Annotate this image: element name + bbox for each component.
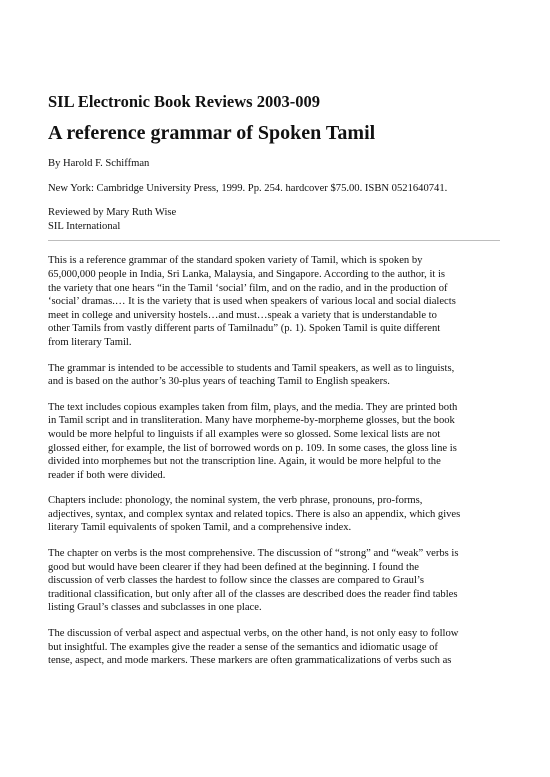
text-line: and is based on the author’s 30-plus years of teaching Tamil to English speakers.: [48, 376, 390, 388]
reviewer-name: Reviewed by Mary Ruth Wise: [48, 207, 177, 219]
paragraph-2: [48, 362, 500, 389]
series-title: SIL Electronic Book Reviews 2003-009: [48, 92, 320, 111]
text-line: tense, aspect, and mode markers. These markers are often grammaticalizations of verbs such as: [48, 655, 452, 667]
publication-line: New York: Cambridge University Press, 1999. Pp. 254. hardcover $75.00. ISBN 0521640741.: [48, 182, 448, 194]
text-line: The text includes copious examples taken from film, plays, and the media. They are printed both: [48, 401, 458, 413]
text-line: The discussion of verbal aspect and aspectual verbs, on the other hand, is not only easy to follow: [48, 628, 459, 640]
text-line: glossed either, for example, the list of borrowed words on p. 109. In some cases, the gloss line is: [48, 442, 457, 454]
paragraph-5: [48, 547, 500, 615]
text-line: good but would have been clearer if they had been defined at the beginning. I found the: [48, 561, 419, 573]
paragraph-6: [48, 627, 500, 668]
paragraph-4: [48, 494, 500, 535]
text-line: from literary Tamil.: [48, 336, 132, 348]
text-line: divided into morphemes but not the transcription line. Again, it would be more helpful to the: [48, 456, 441, 468]
text-line: ‘social’ dramas.… It is the variety that is used when speakers of various local and social dialects: [48, 296, 456, 308]
author-line: By Harold F. Schiffman: [48, 158, 150, 169]
paragraph-1: [48, 254, 500, 349]
text-line: 65,000,000 people in India, Sri Lanka, Malaysia, and Singapore. According to the author, it is: [48, 268, 446, 280]
text-line: literary Tamil equivalents of spoken Tamil, and a comprehensive index.: [48, 522, 352, 534]
text-line: Chapters include: phonology, the nominal system, the verb phrase, pronouns, pro-forms,: [48, 495, 423, 507]
text-line: This is a reference grammar of the standard spoken variety of Tamil, which is spoken by: [48, 255, 423, 267]
text-line: The chapter on verbs is the most comprehensive. The discussion of “strong” and “weak” verbs is: [48, 548, 459, 560]
reviewer-org: SIL International: [48, 220, 121, 232]
reviewer-block: [48, 206, 500, 233]
text-line: the variety that one hears “in the Tamil ‘social’ film, and on the radio, and in the production of: [48, 282, 448, 294]
review-body: [48, 254, 500, 667]
text-line: other Tamils from vastly different parts of Tamilnadu” (p. 1). Spoken Tamil is quite different: [48, 323, 441, 335]
text-line: The grammar is intended to be accessible to students and Tamil speakers, as well as to linguists,: [48, 362, 455, 374]
text-line: meet in college and university hostels…and must…speak a variety that is understandable to: [48, 309, 437, 321]
text-line: discussion of verb classes the hardest to follow since the classes are compared to Graul’s: [48, 575, 424, 587]
paragraph-3: [48, 401, 500, 483]
header-divider: [48, 240, 500, 241]
book-title: A reference grammar of Spoken Tamil: [48, 122, 376, 144]
text-line: adjectives, syntax, and complex syntax and related topics. There is also an appendix, which gives: [48, 508, 461, 520]
text-line: reader if both were divided.: [48, 469, 166, 481]
text-line: traditional classification, but only after all of the classes are described does the reader find tables: [48, 588, 458, 600]
text-line: but insightful. The examples give the reader a sense of the semantics and idiomatic usage of: [48, 641, 438, 653]
text-line: would be more helpful to linguists if all examples were so glossed. Some lexical lists are not: [48, 428, 441, 440]
text-line: listing Graul’s classes and subclasses in one place.: [48, 602, 262, 614]
text-line: in Tamil script and in transliteration. Many have morpheme-by-morpheme glosses, but the book: [48, 415, 455, 427]
document-page: [48, 92, 500, 680]
